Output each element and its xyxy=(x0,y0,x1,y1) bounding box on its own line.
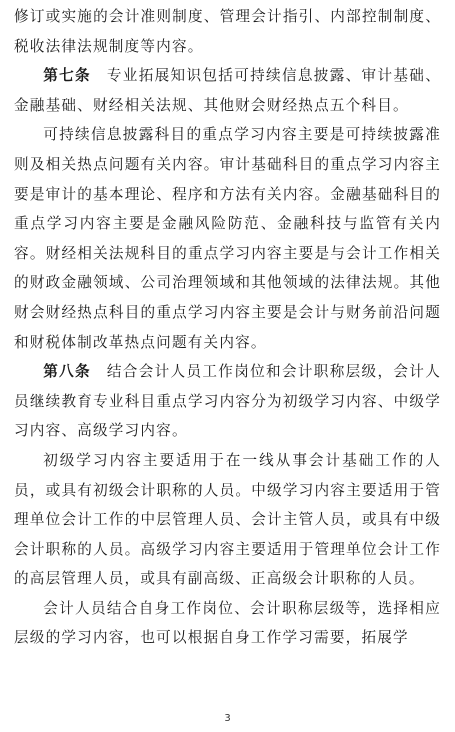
article-label: 第八条 xyxy=(43,363,91,381)
paragraph-closing xyxy=(14,594,441,653)
paragraph-article-7-detail xyxy=(14,120,441,357)
paragraph-article-8 xyxy=(14,357,441,446)
paragraph-continued xyxy=(14,2,441,61)
page-number: 3 xyxy=(224,713,231,724)
paragraph-text: 可持续信息披露科目的重点学习内容主要是可持续披露准则及相关热点问题有关内容。审计基础科目的重点学习内容主要是审计的基本理论、程序和方法有关内容。金融基础科目的重点学习内容主要是金融风险防范、金融科技与监管有关内容。财经相关法规科目的重点学习内容主要是与会计工作相关的财政金融领域、公司治理领域和其他领域的法律法规。其他财会财经热点科目的重点学习内容主要是会计与财务前沿问题和财税体制改革热点问题有关内容。 xyxy=(14,126,441,351)
paragraph-text: 结合会计人员工作岗位和会计职称层级，会计人员继续教育专业科目重点学习内容分为初级学习内容、中级学习内容、高级学习内容。 xyxy=(14,363,442,440)
paragraph-text: 初级学习内容主要适用于在一线从事会计基础工作的人员，或具有初级会计职称的人员。中级学习内容主要适用于管理单位会计工作的中层管理人员、会计主管人员，或具有中级会计职称的人员。高级学习内容主要适用于管理单位会计工作的高层管理人员，或具有副高级、正高级会计职称的人员。 xyxy=(14,451,441,588)
paragraph-article-8-detail xyxy=(14,446,441,594)
article-label: 第七条 xyxy=(43,67,91,85)
paragraph-text: 会计人员结合自身工作岗位、会计职称层级等，选择相应层级的学习内容，也可以根据自身工作学习需要，拓展学 xyxy=(14,599,441,647)
paragraph-article-7 xyxy=(14,61,441,120)
paragraph-text: 专业拓展知识包括可持续信息披露、审计基础、金融基础、财经相关法规、其他财会财经热点五个科目。 xyxy=(14,67,442,114)
paragraph-text: 修订或实施的会计准则制度、管理会计指引、内部控制制度、税收法律法规制度等内容。 xyxy=(14,8,441,55)
